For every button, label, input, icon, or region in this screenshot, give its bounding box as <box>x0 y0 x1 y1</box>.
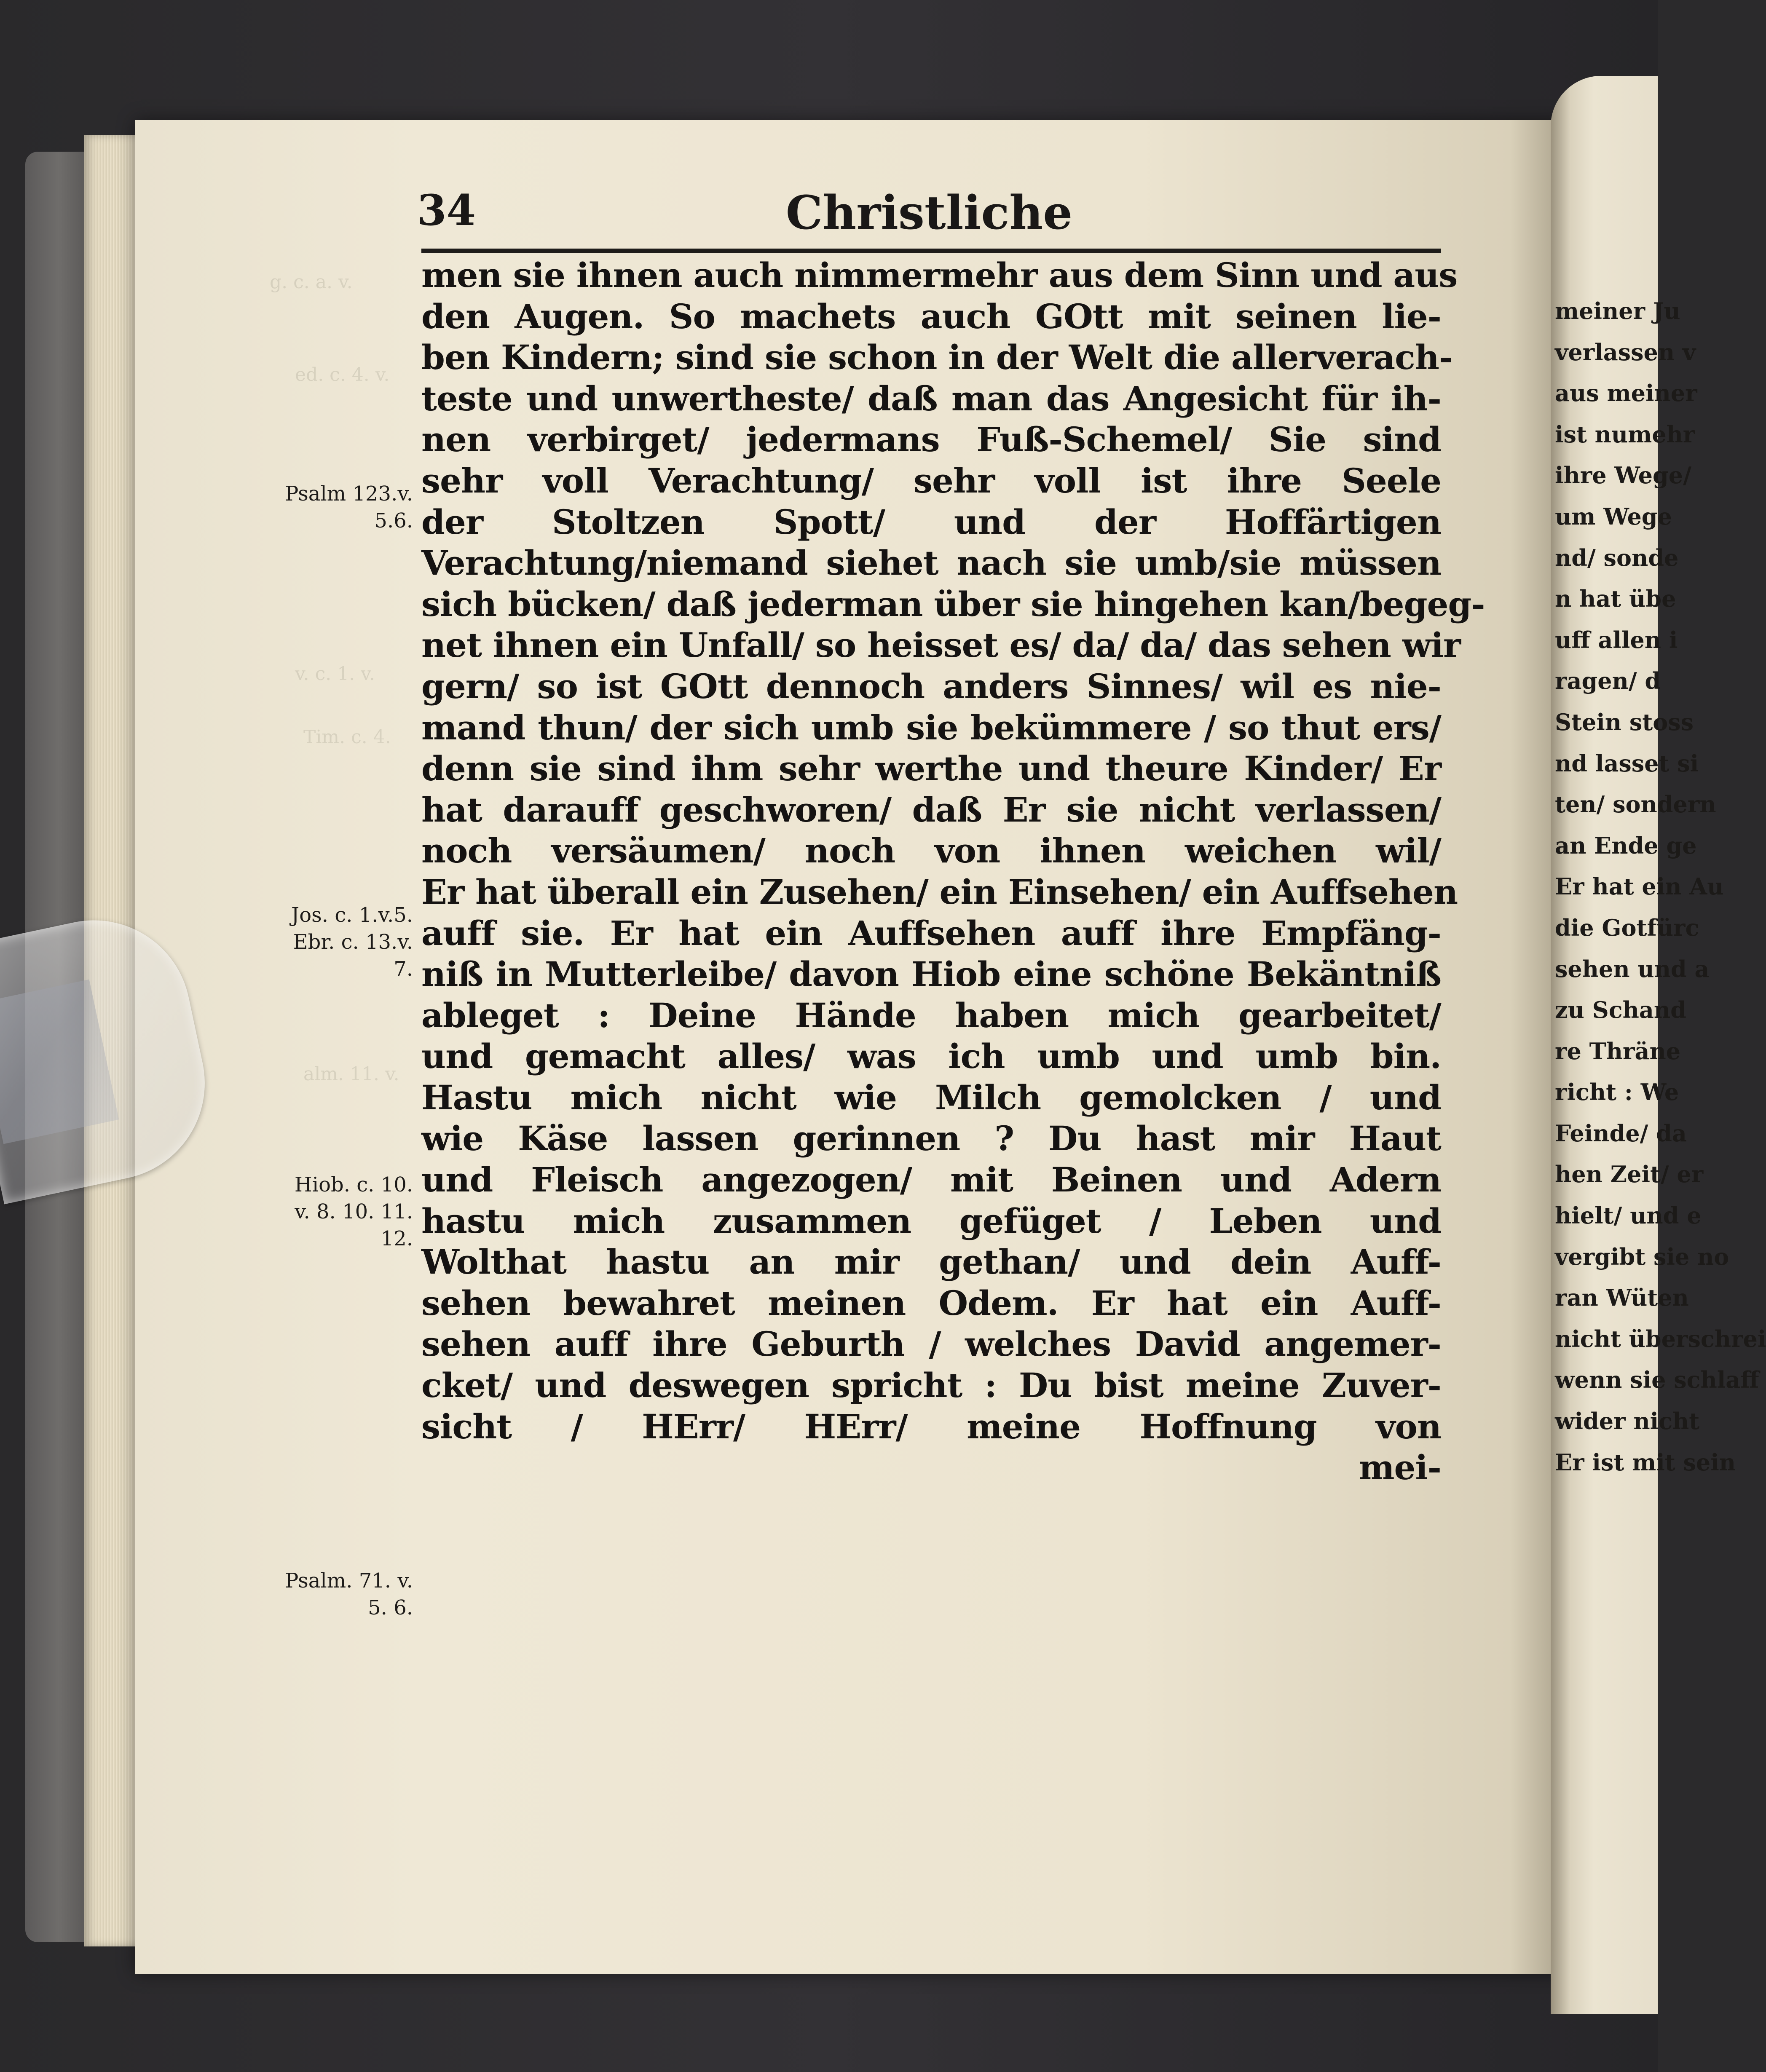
right-page-text <box>1555 76 1766 1483</box>
right-page-line: ten/ sondern <box>1555 791 1716 818</box>
right-page-line: uff allen i <box>1555 626 1678 653</box>
marginal-line: v. 8. 10. 11. <box>295 1200 413 1223</box>
marginal-line: 12. <box>381 1227 413 1250</box>
body-line: der Stoltzen Spott/ und der Hoffärtigen <box>421 502 1441 542</box>
right-page-line: Stein stoss <box>1555 708 1694 736</box>
body-line: sehr voll Verachtung/ sehr voll ist ihre Seele <box>421 460 1441 501</box>
marginal-note-psalm-123 <box>236 480 413 534</box>
right-page-line: um Wege <box>1555 503 1672 530</box>
right-page-line: Er ist mit sein <box>1555 1448 1736 1476</box>
marginal-line: Ebr. c. 13.v. <box>293 930 413 954</box>
body-line: hastu mich zusammen gefüget / Leben und <box>421 1201 1441 1241</box>
body-line: und gemacht alles/ was ich umb und umb bin. <box>421 1036 1441 1076</box>
bleed-through-text: alm. 11. v. <box>303 1063 399 1085</box>
marginal-note-joshua-hebrews <box>236 902 413 982</box>
right-page-line: an Ende ge <box>1555 832 1697 859</box>
right-page-line: die Gotfürc <box>1555 914 1699 941</box>
body-line: niß in Mutterleibe/ davon Hiob eine schöne Bekäntniß <box>421 954 1441 994</box>
right-page-line: ist numehr <box>1555 420 1695 448</box>
body-line: Verachtung/niemand siehet nach sie umb/sie müssen <box>421 543 1441 583</box>
body-line: sehen bewahret meinen Odem. Er hat ein Auff- <box>421 1283 1441 1323</box>
body-line: noch versäumen/ noch von ihnen weichen wil/ <box>421 831 1441 871</box>
right-page-line: richt : We <box>1555 1079 1679 1106</box>
right-page-line: hielt/ und e <box>1555 1202 1702 1229</box>
body-line: Er hat überall ein Zusehen/ ein Einsehen/ ein Auffsehen <box>421 872 1458 912</box>
right-page-line: wider nicht <box>1555 1408 1700 1435</box>
body-line: men sie ihnen auch nimmermehr aus dem Sinn und aus <box>421 255 1458 295</box>
body-line: mand thun/ der sich umb sie bekümmere / so thut ers/ <box>421 707 1441 747</box>
right-page-line: sehen und a <box>1555 955 1710 982</box>
right-page-line: aus meiner <box>1555 380 1697 407</box>
body-line: cket/ und deswegen spricht : Du bist meine Zuver- <box>421 1365 1441 1405</box>
body-line: sehen auff ihre Geburth / welches David angemer- <box>421 1324 1441 1364</box>
right-page <box>1551 76 1766 2014</box>
body-line: auff sie. Er hat ein Auffsehen auff ihre Empfäng- <box>421 913 1441 953</box>
bleed-through-text: ed. c. 4. v. <box>295 364 390 385</box>
running-head <box>417 185 1441 240</box>
right-page-line: nicht überschrei <box>1555 1325 1766 1352</box>
body-line: net ihnen ein Unfall/ so heisset es/ da/ da/ das sehen wir <box>421 625 1461 665</box>
body-line: und Fleisch angezogen/ mit Beinen und Adern <box>421 1160 1441 1200</box>
body-line: sich bücken/ daß jederman über sie hingehen kan/begeg- <box>421 584 1485 624</box>
body-line: Wolthat hastu an mir gethan/ und dein Auff- <box>421 1242 1441 1282</box>
body-line: hat darauff geschworen/ daß Er sie nicht verlassen/ <box>421 790 1441 830</box>
right-page-line: verlassen v <box>1555 338 1696 366</box>
marginal-line: Psalm 123.v. <box>285 482 413 506</box>
marginal-note-hiob <box>236 1171 413 1252</box>
marginal-line: Hiob. c. 10. <box>294 1173 413 1197</box>
marginal-line: 5. 6. <box>368 1596 413 1620</box>
body-line: Hastu mich nicht wie Milch gemolcken / und <box>421 1077 1441 1117</box>
right-page-line: ragen/ d <box>1555 667 1661 695</box>
right-page-line: ihre Wege/ <box>1555 462 1691 489</box>
right-page-line: zu Schand <box>1555 996 1686 1024</box>
running-title: Christliche <box>785 185 1073 240</box>
bleed-through-text: g. c. a. v. <box>270 271 353 293</box>
marginal-line: 5.6. <box>374 509 413 533</box>
body-line: ben Kindern; sind sie schon in der Welt die allerverach- <box>421 337 1453 377</box>
marginal-line: 7. <box>394 957 413 981</box>
body-line: gern/ so ist GOtt dennoch anders Sinnes/ wil es nie- <box>421 666 1441 706</box>
marginal-line: Jos. c. 1.v.5. <box>291 903 413 927</box>
right-page-line: hen Zeit/ er <box>1555 1161 1704 1188</box>
right-page-line: meiner Ju <box>1555 297 1680 324</box>
right-page-line: Er hat ein Au <box>1555 873 1724 900</box>
body-line: sicht / HErr/ HErr/ meine Hoffnung von <box>421 1406 1441 1446</box>
right-page-line: vergibt sie no <box>1555 1243 1729 1270</box>
bleed-through-text: Tim. c. 4. <box>303 726 391 748</box>
right-page-line: n hat übe <box>1555 585 1676 613</box>
bleed-through-text: v. c. 1. v. <box>295 663 375 685</box>
right-page-line: wenn sie schlaff <box>1555 1366 1759 1394</box>
body-line: ableget : Deine Hände haben mich gearbeitet/ <box>421 995 1441 1035</box>
page-number: 34 <box>417 185 476 235</box>
body-line: wie Käse lassen gerinnen ? Du hast mir Haut <box>421 1119 1441 1159</box>
body-line: mei- <box>1359 1448 1441 1488</box>
body-line: teste und unwertheste/ daß man das Angesicht für ih- <box>421 378 1441 418</box>
marginal-note-psalm-71 <box>236 1567 413 1621</box>
body-line: denn sie sind ihm sehr werthe und theure Kinder/ Er <box>421 749 1441 789</box>
right-page-line: re Thräne <box>1555 1037 1681 1065</box>
right-page-line: nd/ sonde <box>1555 544 1679 571</box>
marginal-line: Psalm. 71. v. <box>285 1569 413 1593</box>
right-page-line: Feinde/ da <box>1555 1119 1687 1147</box>
header-rule <box>421 249 1441 253</box>
right-page-line: nd lasset si <box>1555 750 1699 777</box>
body-line: den Augen. So machets auch GOtt mit seinen lie- <box>421 296 1441 336</box>
right-page-line: ran Wüten <box>1555 1284 1689 1312</box>
body-line: nen verbirget/ jedermans Fuß-Schemel/ Sie sind <box>421 420 1441 460</box>
body-text <box>421 255 1485 1488</box>
